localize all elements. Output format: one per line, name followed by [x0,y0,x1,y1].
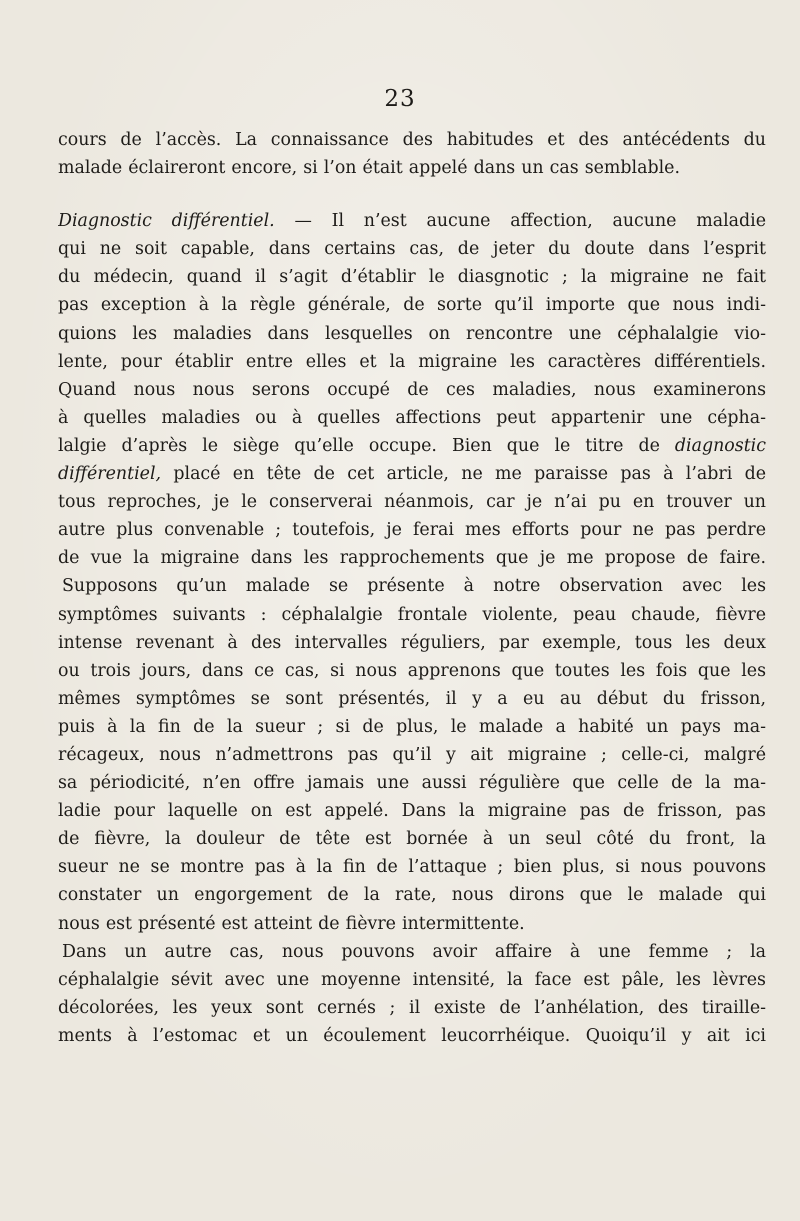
text-line: sa périodicité, n’en offre jamais une aussi régulière que celle de la ma- [58,773,766,794]
text-line: récageux, nous n’admettrons pas qu’il y ait migraine ; celle-ci, malgré [58,744,766,765]
paragraph-1 [58,126,766,182]
section-heading: Diagnostic différentiel. [58,211,275,232]
text-line: pas exception à la règle générale, de sorte qu’il importe que nous indi- [58,295,766,316]
text-line: sueur ne se montre pas à la fin de l’attaque ; bien plus, si nous pouvons [58,857,766,878]
text-line: Supposons qu’un malade se présente à notre observation avec les [62,576,766,597]
text-fragment: lalgie d’après le siège qu’elle occupe. Bien que le titre de [58,435,675,456]
text-line: lente, pour établir entre elles et la migraine les caractères différentiels. [58,351,766,372]
text-line: autre plus convenable ; toutefois, je ferai mes efforts pour ne pas perdre [58,520,766,541]
text-line-with-heading [58,207,766,235]
text-line: puis à la fin de la sueur ; si de plus, le malade a habité un pays ma- [58,716,766,737]
page-number: 23 [384,86,416,112]
text-line: tous reproches, je le conserverai néanmois, car je n’ai pu en trouver un [58,492,766,513]
paragraph-4 [58,938,766,1050]
text-line: quions les maladies dans lesquelles on rencontre une céphalalgie vio- [58,323,766,344]
text-line: décolorées, les yeux sont cernés ; il existe de l’anhélation, des tiraille- [58,997,766,1018]
text-line: de vue la migraine dans les rapprochements que je me propose de faire. [58,548,766,569]
text-line: Dans un autre cas, nous pouvons avoir affaire à une femme ; la [62,941,766,962]
text-line: intense revenant à des intervalles réguliers, par exemple, tous les deux [58,632,766,653]
text-line: symptômes suivants : céphalalgie frontale violente, peau chaude, fièvre [58,604,766,625]
text-line-with-italic [58,460,766,488]
text-line: céphalalgie sévit avec une moyenne intensité, la face est pâle, les lèvres [58,969,766,990]
text-line: malade éclaireront encore, si l’on était appelé dans un cas semblable. [58,158,680,179]
text-line: nous est présenté est atteint de fièvre intermittente. [58,913,525,934]
text-fragment: — Il n’est aucune affection, aucune maladie [274,211,766,232]
text-line: à quelles maladies ou à quelles affections peut appartenir une cépha- [58,407,766,428]
page-text [58,126,766,1050]
text-line: qui ne soit capable, dans certains cas, de jeter du doute dans l’esprit [58,239,766,260]
italic-term: diagnostic [674,435,766,456]
text-line: mêmes symptômes se sont présentés, il y a eu au début du frisson, [58,688,766,709]
text-line: du médecin, quand il s’agit d’établir le diasgnotic ; la migraine ne fait [58,267,766,288]
italic-term: différentiel, [58,464,162,485]
text-line: de fièvre, la douleur de tête est bornée à un seul côté du front, la [58,829,766,850]
text-fragment: placé en tête de cet article, ne me paraisse pas à l’abri de [173,464,766,485]
text-line: Quand nous nous serons occupé de ces maladies, nous examinerons [58,379,766,400]
text-line-with-italic [58,432,766,460]
paragraph-2 [58,207,766,572]
text-line: ments à l’estomac et un écoulement leucorrhéique. Quoiqu’il y ait ici [58,1025,766,1046]
text-line: ladie pour laquelle on est appelé. Dans la migraine pas de frisson, pas [58,801,766,822]
text-line: constater un engorgement de la rate, nous dirons que le malade qui [58,885,766,906]
text-line: ou trois jours, dans ce cas, si nous apprenons que toutes les fois que les [58,660,766,681]
paragraph-3 [58,572,766,937]
text-line: cours de l’accès. La connaissance des habitudes et des antécédents du [58,130,766,150]
